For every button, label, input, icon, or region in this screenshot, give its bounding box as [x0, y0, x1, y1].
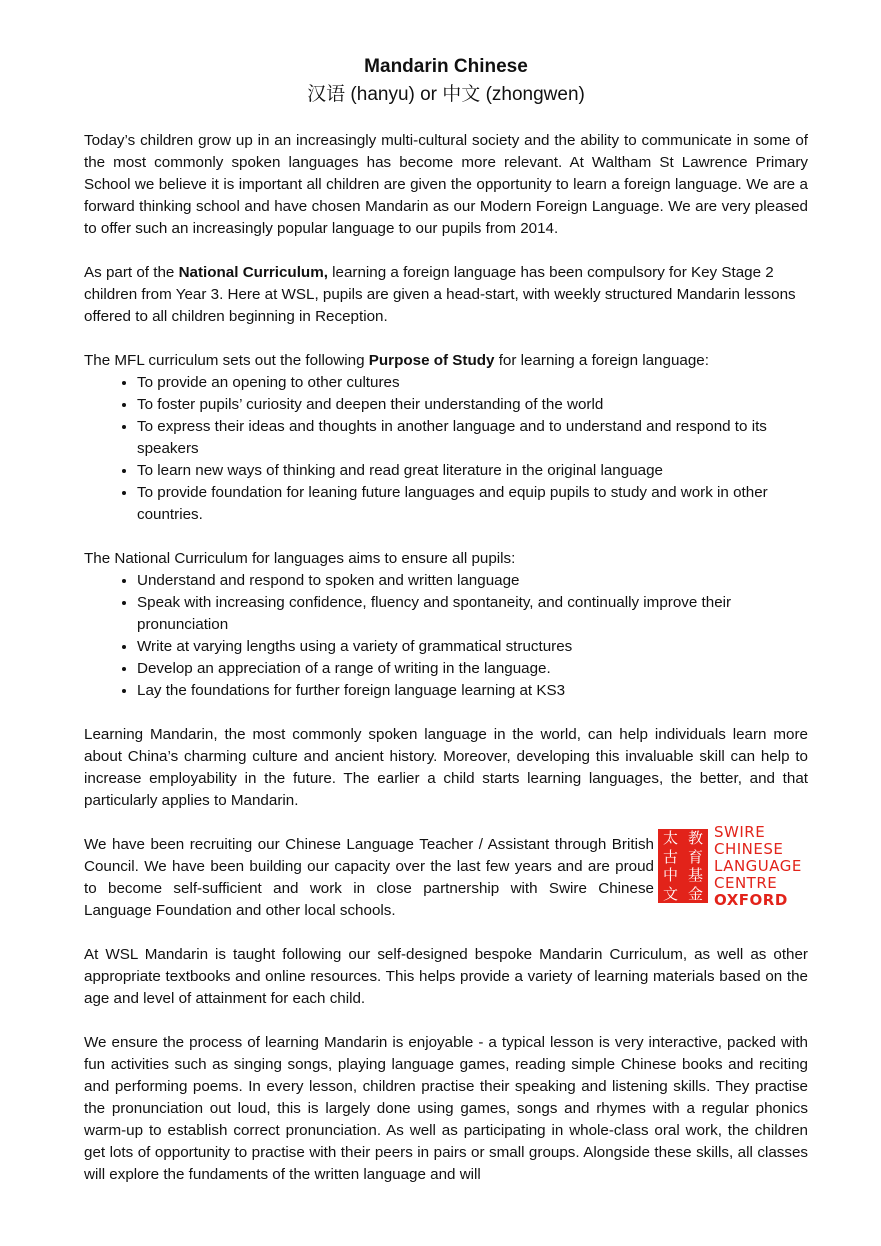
logo-wordmark: [714, 824, 802, 909]
aims-intro: The National Curriculum for languages aims to ensure all pupils:: [84, 550, 516, 567]
seal-char: 中: [662, 866, 678, 885]
list-item: • To express their ideas and thoughts in another language and to understand and respond to its speakers: [137, 416, 808, 460]
document-page: [84, 54, 808, 1208]
curriculum-paragraph: At WSL Mandarin is taught following our self-designed bespoke Mandarin Curriculum, as well as other appropriate textbooks and online resources. This helps provide a variety of learning materials based on the age and level of attainment for each child.: [84, 946, 808, 1007]
purpose-list: [84, 372, 808, 526]
aims-list: [84, 570, 808, 702]
logo-seal: [658, 829, 708, 903]
list-item: • Understand and respond to spoken and written language: [137, 570, 808, 592]
national-curriculum-paragraph: [84, 262, 808, 328]
swire-logo: [658, 822, 820, 909]
seal-char: 太: [662, 829, 678, 848]
list-item: • Speak with increasing confidence, fluency and spontaneity, and continually improve their pronunciation: [137, 592, 808, 636]
text-run: The MFL curriculum sets out the following: [84, 352, 369, 369]
intro-paragraph: Today’s children grow up in an increasingly multi-cultural society and the ability to communicate in some of the most commonly spoken languages has become more relevant. At Waltham St Lawrence Primary School we believe it is important all children are given the opportunity to learn a foreign language. We are a forward thinking school and have chosen Mandarin as our Modern Foreign Language. We are very pleased to offer such an increasingly popular language to our pupils from 2014.: [84, 132, 808, 237]
seal-char: 育: [687, 847, 703, 866]
list-item: • To provide foundation for leaning future languages and equip pupils to study and work in other countries.: [137, 482, 808, 526]
seal-char: 基: [687, 866, 703, 885]
benefits-paragraph: Learning Mandarin, the most commonly spoken language in the world, can help individuals learn more about China’s charming culture and ancient history. Moreover, developing this invaluable skill can help to increase employability in the future. The earlier a child starts learning languages, the better, and that particularly applies to Mandarin.: [84, 726, 808, 809]
logo-line: OXFORD: [714, 890, 788, 909]
purpose-intro: [84, 350, 808, 372]
seal-char: 文: [662, 884, 678, 903]
logo-line: LANGUAGE: [714, 856, 802, 875]
text-run: for learning a foreign language:: [494, 352, 709, 369]
list-item: • Lay the foundations for further foreign language learning at KS3: [137, 680, 808, 702]
list-item: • To provide an opening to other cultures: [137, 372, 808, 394]
bold-text: National Curriculum,: [178, 264, 328, 281]
text-run: As part of the: [84, 264, 179, 281]
seal-char: 古: [662, 847, 678, 866]
page-subtitle: 汉语 (hanyu) or 中文 (zhongwen): [307, 84, 585, 105]
swire-section: [84, 822, 808, 922]
text-run: learning a foreign language has been compulsory for Key Stage 2 children from Year 3. Here at WSL, pupils are given a head-start, with weekly structured Mandarin lessons offered to all children beginning in Reception.: [84, 264, 796, 325]
list-item: • To foster pupils’ curiosity and deepen their understanding of the world: [137, 394, 808, 416]
seal-char: 金: [687, 884, 703, 903]
seal-char: 教: [687, 829, 703, 848]
bold-text: Purpose of Study: [368, 352, 495, 369]
list-item: • Write at varying lengths using a variety of grammatical structures: [137, 636, 808, 658]
lesson-paragraph: We ensure the process of learning Mandarin is enjoyable - a typical lesson is very interactive, packed with fun activities such as singing songs, playing language games, reading simple Chinese books and reciting and performing poems. In every lesson, children practise their speaking and listening skills. They practise the pronunciation out loud, this is largely done using games, songs and rhymes with a regular phonics warm-up to establish correct pronunciation. As well as participating in whole-class oral work, the children get lots of opportunity to practise with their peers in pairs or small groups. Alongside these skills, all classes will explore the fundaments of the written language and will: [84, 1034, 808, 1183]
list-item: • To learn new ways of thinking and read great literature in the original language: [137, 460, 808, 482]
list-item: • Develop an appreciation of a range of writing in the language.: [137, 658, 808, 680]
page-title: Mandarin Chinese: [364, 56, 528, 77]
logo-line: CENTRE: [714, 873, 778, 892]
logo-line: CHINESE: [714, 839, 784, 858]
recruitment-paragraph: We have been recruiting our Chinese Language Teacher / Assistant through British Council. We have been building our capacity over the last few years and are proud to become self-sufficient and work in close partnership with Swire Chinese Language Foundation and other local schools.: [84, 836, 654, 919]
logo-line: SWIRE: [714, 822, 766, 841]
